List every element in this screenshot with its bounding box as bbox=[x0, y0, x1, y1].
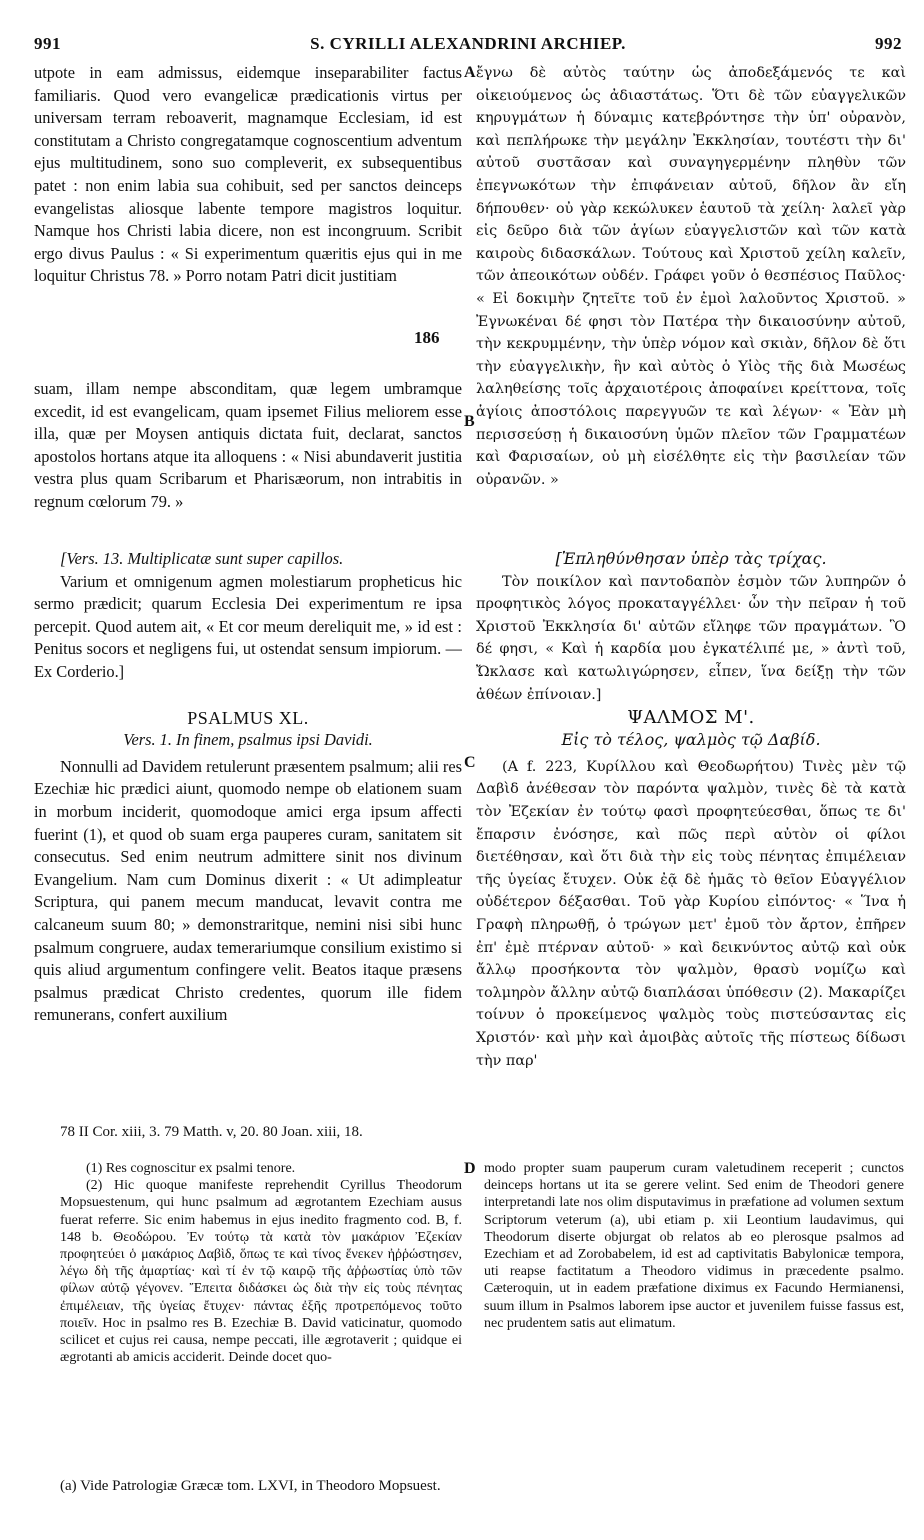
page-number-left: 991 bbox=[34, 34, 61, 53]
greek-paragraph-3: (A f. 223, Κυρίλλου καὶ Θεοδωρήτου) Τινὲς μὲν τῷ Δαβὶδ ἀνέθεσαν τὸν παρόντα ψαλμὸν, τινὲς δὲ τὰ κατὰ τὸν Ἐζεκίαν ἐν τούτῳ φασὶ προφητεύεσθαι, ὅπως τε δι' ἔπαρσιν ἐνόσησε, καὶ πῶς περὶ αὐτὸν οἱ φίλοι διετέθησαν, καὶ ὅτι διὰ τὴν εἰς τοὺς πένητας ἐπιμέλειαν τῆς ὑγείας ἔτυχεν. Οὐκ ἐᾷ δὲ ἡμᾶς τὸ θεῖον Εὐαγγέλιον οὐδέτερον δέξασθαι. Τοῦ γὰρ Κυρίου εἰπόντος· « Ἵνα ἡ Γραφὴ πληρωθῇ, ὁ τρώγων μετ' ἐμοῦ τὸν ἄρτον, ἐπῆρεν ἐπ' ἐμὲ πτέρναν αὐτοῦ· » καὶ δεικνύντος αὐτῷ καὶ οὐκ ἄλλῳ προσήκοντα τὸν ψαλμὸν, θρασὺ νομίζω καὶ τολμηρὸν ἄλλην αὐτῷ διαπλάσαι ὑπόθεσιν (2). Μακαρίζει τοίνυν ὁ προκείμενος ψαλμὸς τοὺς πιστεύσαντας εἰς Χριστόν· καὶ μὴν καὶ ἀμοιβὰς αὐτοῖς τῆς πίστεως δίδωσι τὴν παρ' bbox=[476, 758, 906, 1069]
latin-column bbox=[34, 62, 462, 1074]
greek-psalm-title: ΨΑΛΜΟΣ Μ'. bbox=[627, 706, 755, 728]
greek-paragraph-2: Τὸν ποικίλον καὶ παντοδαπὸν ἑσμὸν τῶν λυπηρῶν ὁ προφητικὸς λόγος προκαταγγέλλει· ὧν τὴν πεῖραν ἡ τοῦ Χριστοῦ Ἐκκλησία δι' αὐτῶν εἴληφε τῶν πραγμάτων. Ὃ δέ φησι, « Καὶ ἡ καρδία μου ἐγκατέλιπέ με, » ἀντὶ τοῦ, Ὤκλασε καὶ κατωλιγώρησεν, εἶπεν, ἵνα δείξῃ τὴν τῶν ἀθέων ἐπίνοιαν.] bbox=[476, 573, 906, 703]
page-number-right: 992 bbox=[875, 34, 902, 53]
footnote-2-continued: modo propter suam pauperum curam valetudinem receperit ; cunctos deinceps hortans ut ita se gerere velint. Sed enim de Theodori genere interpretandi late nos olim disputavimus in præfatione ad volumen sextum Scriptorum veterum (a), ubi etiam p. xii Leontium laudavimus, qui Theodorum diserte objurgat ob relatos ab eo plerosque psalmos ad Ezechiam et ad Zorobabelem, id est ad captivitatis Babylonicæ tempora, uti reapse factitatum a Theodoro vidimus in præcedente psalmo. Cæteroquin, ut in eadem præfatione diximus ex Facundo Hermianensi, suum illum in Psalmos laborem ipse auctor et juvenilem fuisse fassus est, nec prudentem satis aut elimatum. bbox=[484, 1161, 904, 1331]
latin-psalm-title: PSALMUS XL. bbox=[187, 707, 309, 728]
footnote-2: (2) Hic quoque manifeste reprehendit Cyrillus Theodorum Mopsuestenum, qui hunc psalmum ad ægrotantem Ezechiam ausus fuerat referre. Sic enim habemus in ejus inedito fragmento cod. B, f. 148 b. Θεοδώρου. Ἐν τούτῳ τὰ κατὰ τὸν μακάριον Ἐζεκίαν προφητεύει ὁ μακάριος Δαβὶδ, ὅπως τε καὶ τίνος ἕνεκεν ἠῤῥώστησεν, λέγω δὴ τῆς ἁμαρτίας· καὶ τί ἐν τῷ καιρῷ τῆς ἀῤῥωστίας ὑπὸ τῶν φίλων αὐτῷ γέγονεν. Ἔπειτα διδάσκει ὡς διὰ τὴν εἰς τοὺς πένητας ἐπιμέλειαν, τῆς ὑγείας ἔτυχεν· πάντας ἐξῆς προτρεπόμενος τοῦτο ποιεῖν. Hoc in psalmo res B. Ezechiæ B. David vaticinatur, quomodo scilicet et cujus rei causa, nempe peccati, ille ægrotaverit ; quidque ei ægrotanti ab amicis acciderit. Deinde docet quo- bbox=[60, 1178, 462, 1366]
greek-paragraph-1: ἔγνω δὲ αὐτὸς ταύτην ὡς ἀποδεξάμενός τε καὶ οἰκειούμενος ὡς ἀδιαστάτως. Ὅτι δὲ τῶν εὐαγγελικῶν κηρυγμάτων ἡ δύναμις κατεβρόντησε τὴν ὑπ' οὐρανὸν, καὶ πεπλήρωκε τὴν μεγάλην Ἐκκλησίαν, τουτέστι τὴν δι' αὐτοῦ συστᾶσαν καὶ συναγηγερμένην πληθὺν τῶν ἐπεγνωκότων τὴν ἐπιφάνειαν αὐτοῦ, δῆλον ἂν εἴη δήπουθεν· οὐ γὰρ κεκώλυκεν ἑαυτοῦ τὰ χείλη· λαλεῖ γὰρ εἰς δεῦρο διὰ τῶν ἁγίων εὐαγγελιστῶν καὶ τῶν κατὰ καιροὺς διδασκάλων. Τούτους καὶ Χριστοῦ χείλη καλεῖν, τῶν ἀπεοικότων οὐδέν. Γράφει γοῦν ὁ θεσπέσιος Παῦλος· « Εἰ δοκιμὴν ζητεῖτε τοῦ ἐν ἐμοὶ λαλοῦντος Χριστοῦ. » Ἐγνωκέναι δέ φησι τὸν Πατέρα τὴν δικαιοσύνην αὐτοῦ, τὴν κεκρυμμένην, τὴν ὑπὲρ νόμον καὶ σκιὰν, δῆλον δὲ ὅτι τὴν εὐαγγελικὴν, ἣν καὶ αὐτὸς ὁ Υἱὸς τῆς διὰ Μωσέως λαληθείσης τοῖς ἀρχαιοτέροις ἀποφαίνει κρείττονα, τοῖς ἁγίοις ἀποστόλοις παρεγγυῶν τε καὶ λέγων· « Ἐὰν μὴ περισσεύσῃ ἡ δικαιοσύνη ὑμῶν πλεῖον τῶν Γραμματέων καὶ Φαρισαίων, οὐ μὴ εἰσέλθητε εἰς τὴν βασιλείαν τῶν οὐρανῶν. » bbox=[476, 65, 906, 488]
greek-verse-1: Εἰς τὸ τέλος, ψαλμὸς τῷ Δαβίδ. bbox=[561, 730, 821, 750]
margin-marker-d: D bbox=[464, 1160, 476, 1177]
inline-page-number: 186 bbox=[414, 328, 440, 347]
margin-marker-a: A bbox=[464, 64, 476, 81]
latin-verse-1: Vers. 1. In finem, psalmus ipsi Davidi. bbox=[123, 730, 373, 750]
bottom-note: (a) Vide Patrologiæ Græcæ tom. LXVI, in Theodoro Mopsuest. bbox=[60, 1478, 441, 1494]
scripture-references: 78 II Cor. xiii, 3. 79 Matth. v, 20. 80 Joan. xiii, 18. bbox=[60, 1124, 363, 1140]
latin-verse-13: [Vers. 13. Multiplicatæ sunt super capillos. bbox=[60, 549, 344, 568]
footnotes-right bbox=[484, 1160, 904, 1332]
running-header bbox=[34, 34, 902, 58]
footnote-1: (1) Res cognoscitur ex psalmi tenore. bbox=[86, 1161, 296, 1176]
greek-verse-13: [Ἐπληθύνθησαν ὑπὲρ τὰς τρίχας. bbox=[555, 549, 827, 568]
greek-column bbox=[476, 62, 906, 1074]
margin-marker-c: C bbox=[464, 754, 476, 771]
margin-marker-b: B bbox=[464, 413, 475, 430]
footnotes-left bbox=[60, 1160, 462, 1366]
running-title: S. CYRILLI ALEXANDRINI ARCHIEP. bbox=[310, 34, 626, 53]
latin-paragraph-1b: suam, illam nempe absconditam, quæ legem umbramque excedit, id est evangelicam, quam ipsemet Filius meliorem esse illa, quæ per Moysen antiquis dictata fuit, declarat, sanctos apostolos hortans atque ita alloquens : « Nisi abundaverit justitia vestra plus quam Scribarum et Pharisæorum, non intrabitis in regnum cœlorum 79. » bbox=[34, 379, 462, 511]
latin-paragraph-3: Nonnulli ad Davidem retulerunt præsentem psalmum; alii res Ezechiæ hic prædici aiunt, quomodo nempe ob elationem suam in morbum inciderit, quomodoque amici erga ipsum affecti fuerint (1), et quod ob suam erga pauperes curam, sanitatem sit consecutus. Sed enim neutrum admittere sinit nos divinum Evangelium. Nam cum Dominus dixerit : « Ut adimpleatur Scriptura, qui panem mecum manducat, levavit contra me calcaneum suum 80; » demonstraritque, nemini nisi sibi hunc psalmum congruere, audax temerariumque consilium existimo si quis aliud argumentum confingere velit. Beatos itaque præsens psalmus prædicat Christo credentes, quorum ille fidem remunerans, confert auxilium bbox=[34, 756, 462, 1025]
latin-paragraph-1: utpote in eam admissus, eidemque inseparabiliter factus familiaris. Quod vero evangelicæ prædicationis virtus per universam terram reboaverit, magnamque Ecclesiam, id est constitutam a Christo congregatamque cognoscentium adventum ejus multitudinem, sono suo compleverit, ex subsequentibus patet : non enim labia sua cohibuit, sed per sanctos deinceps evangelistas aliosque labente tempore magistros loquitur. Namque hos Christi labia dicere, non est incongruum. Scribit ergo divus Paulus : « Si experimentum quæritis ejus qui in me loquitur Christus 78. » Porro notam Patri dicit justitiam bbox=[34, 63, 462, 286]
latin-paragraph-2: Varium et omnigenum agmen molestiarum propheticus hic sermo prædicit; quarum Ecclesia Dei experimentum re ipsa percepit. Quod autem ait, « Et cor meum dereliquit me, » id est : Penitus socors et negligens fui, ut ostendat sensum impiorum. — Ex Corderio.] bbox=[34, 571, 462, 681]
